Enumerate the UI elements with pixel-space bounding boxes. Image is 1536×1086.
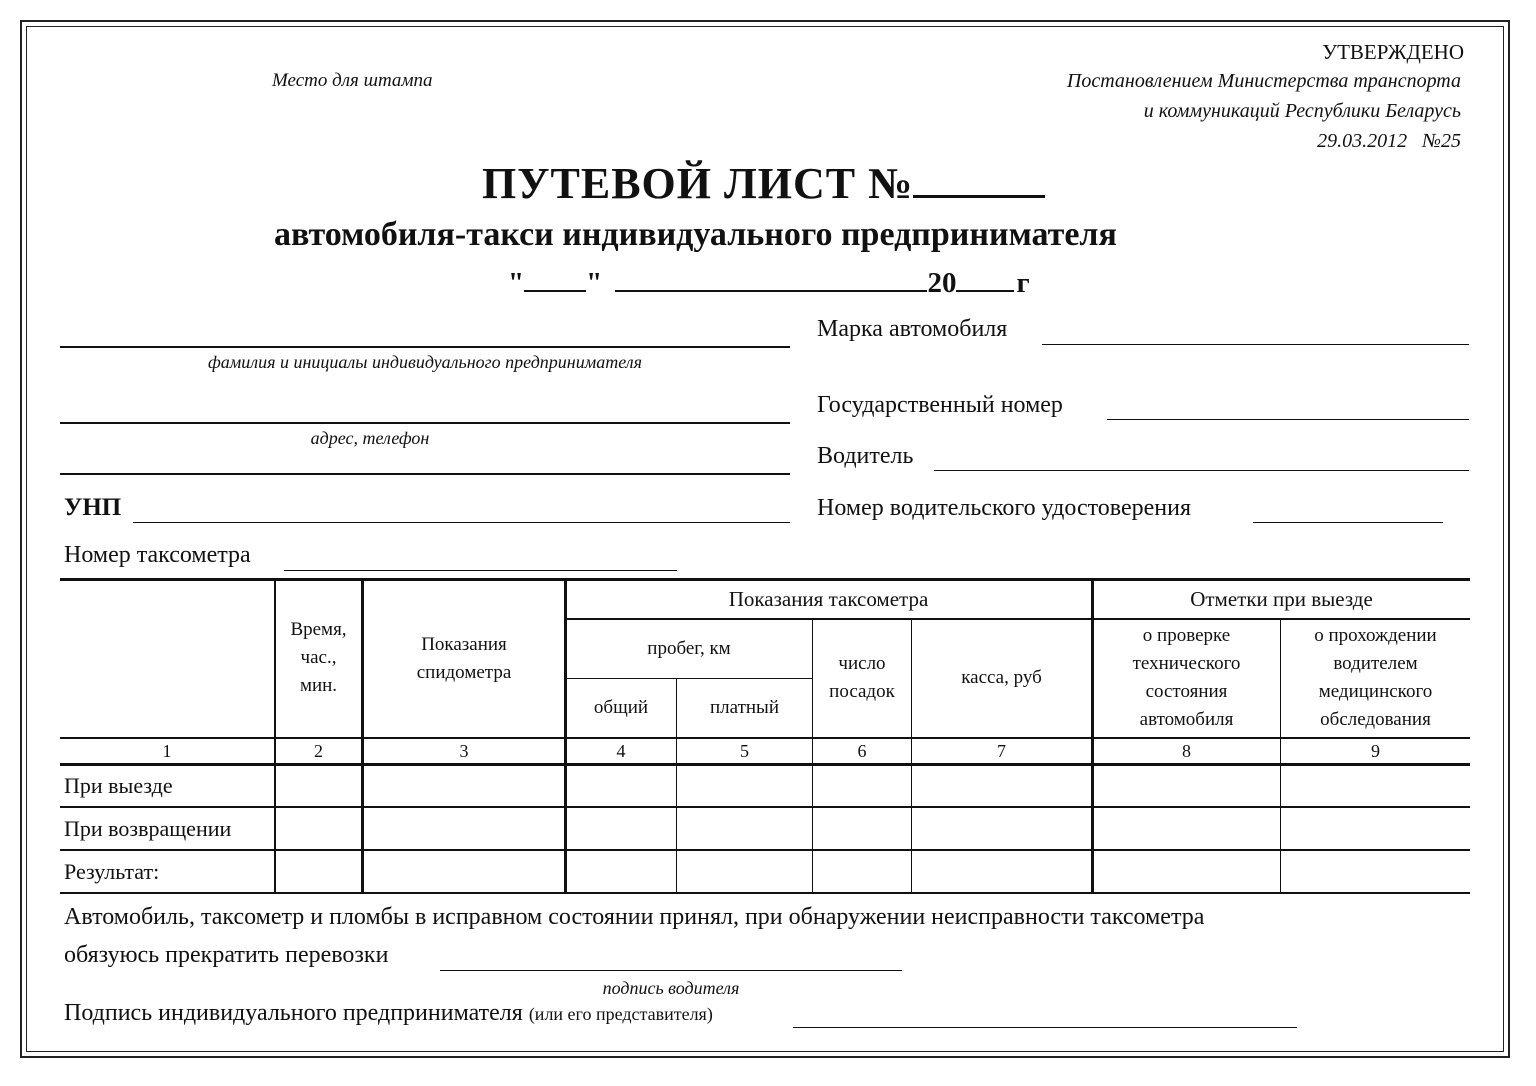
date-year-field[interactable] bbox=[956, 266, 1014, 292]
col-number: 2 bbox=[314, 741, 323, 761]
mileage-header: пробег, км bbox=[647, 638, 731, 659]
col-number: 6 bbox=[857, 741, 867, 761]
taximeter-number-field[interactable] bbox=[284, 570, 677, 571]
statement-line-1: Автомобиль, таксометр и пломбы в исправном состоянии принял, при обнаружении неисправности таксометра bbox=[64, 904, 1205, 930]
driver-label: Водитель bbox=[817, 443, 914, 469]
state-number-field[interactable] bbox=[1107, 419, 1469, 420]
car-brand-field[interactable] bbox=[1042, 344, 1469, 345]
taximeter-number-label: Номер таксометра bbox=[64, 542, 251, 568]
speedometer-header: Показания спидометра bbox=[416, 634, 512, 683]
address-line[interactable] bbox=[60, 422, 790, 424]
table-top-border bbox=[60, 578, 1470, 581]
col-number: 1 bbox=[162, 741, 172, 761]
form-title bbox=[482, 158, 1045, 209]
date-month-field[interactable] bbox=[615, 266, 927, 292]
address-caption: адрес, телефон bbox=[310, 428, 430, 448]
landings-header: число посадок bbox=[829, 653, 895, 702]
entrepreneur-signature-line bbox=[64, 1000, 713, 1027]
col-number: 7 bbox=[997, 741, 1006, 761]
group-divider bbox=[566, 618, 1470, 620]
entrepreneur-name-caption: фамилия и инициалы индивидуального предпринимателя bbox=[208, 352, 642, 372]
entrepreneur-name-line[interactable] bbox=[60, 346, 790, 348]
unp-field[interactable] bbox=[133, 522, 790, 523]
driver-signature-caption: подпись водителя bbox=[602, 978, 740, 998]
car-brand-label: Марка автомобиля bbox=[817, 316, 1008, 342]
stamp-place-caption: Место для штампа bbox=[272, 70, 433, 91]
license-field[interactable] bbox=[1253, 522, 1443, 523]
col-number: 9 bbox=[1371, 741, 1380, 761]
form-number-field[interactable] bbox=[913, 161, 1045, 198]
license-label: Номер водительского удостоверения bbox=[817, 495, 1191, 521]
col-number: 3 bbox=[459, 741, 469, 761]
statement-line-2: обязуюсь прекратить перевозки bbox=[64, 942, 389, 968]
entrepreneur-signature-field[interactable] bbox=[793, 1027, 1297, 1028]
date-quote-open: " bbox=[508, 267, 525, 299]
col-number: 5 bbox=[740, 741, 749, 761]
decree-number: №25 bbox=[1422, 130, 1461, 152]
approved-label: УТВЕРЖДЕНО bbox=[1322, 40, 1464, 64]
table-bottom-border bbox=[60, 892, 1470, 894]
numbers-bottom-line bbox=[60, 763, 1470, 766]
decree-line-2: и коммуникаций Республики Беларусь bbox=[1143, 100, 1461, 122]
row-label-return: При возвращении bbox=[64, 816, 232, 841]
row-1-bottom bbox=[60, 806, 1470, 808]
decree-date: 29.03.2012 bbox=[1317, 130, 1408, 152]
mileage-paid-header: платный bbox=[710, 697, 779, 718]
decree-date-number bbox=[1317, 130, 1461, 153]
date-year-prefix: 20 bbox=[927, 267, 957, 299]
entrepreneur-signature-label: Подпись индивидуального предпринимателя bbox=[64, 1000, 523, 1026]
cash-header: касса, руб bbox=[961, 667, 1042, 688]
header-bottom-line bbox=[60, 737, 1470, 739]
driver-signature-field[interactable] bbox=[440, 970, 902, 971]
state-number-label: Государственный номер bbox=[817, 392, 1063, 418]
mileage-divider bbox=[566, 678, 813, 679]
col-divider-3 bbox=[564, 580, 567, 893]
row-label-result: Результат: bbox=[64, 859, 160, 884]
date-year-suffix: г bbox=[1016, 267, 1030, 299]
driver-field[interactable] bbox=[934, 470, 1469, 471]
address-line-2[interactable] bbox=[60, 473, 790, 475]
mileage-total-header: общий bbox=[593, 697, 649, 718]
entrepreneur-signature-note: (или его представителя) bbox=[528, 1004, 713, 1024]
form-subtitle: автомобиля-такси индивидуального предпринимателя bbox=[274, 216, 1117, 253]
row-label-departure: При выезде bbox=[64, 773, 173, 798]
time-header: Время, час., мин. bbox=[290, 619, 347, 696]
col-number: 4 bbox=[616, 741, 626, 761]
taximeter-group-header: Показания таксометра bbox=[728, 587, 929, 611]
decree-line-1: Постановлением Министерства транспорта bbox=[1066, 70, 1461, 92]
form-title-text: ПУТЕВОЙ ЛИСТ № bbox=[482, 159, 914, 208]
row-2-bottom bbox=[60, 849, 1470, 851]
unp-label: УНП bbox=[64, 494, 122, 521]
medical-header: о прохождении водителем медицинского обследования bbox=[1314, 625, 1437, 730]
date-day-field[interactable] bbox=[524, 266, 586, 292]
form-date-line bbox=[508, 266, 1030, 300]
departure-group-header: Отметки при выезде bbox=[1190, 587, 1373, 611]
col-divider-2 bbox=[361, 580, 364, 893]
date-quote-close: " bbox=[586, 267, 603, 299]
col-number: 8 bbox=[1182, 741, 1191, 761]
tech-check-header: о проверке технического состояния автомобиля bbox=[1132, 625, 1241, 730]
